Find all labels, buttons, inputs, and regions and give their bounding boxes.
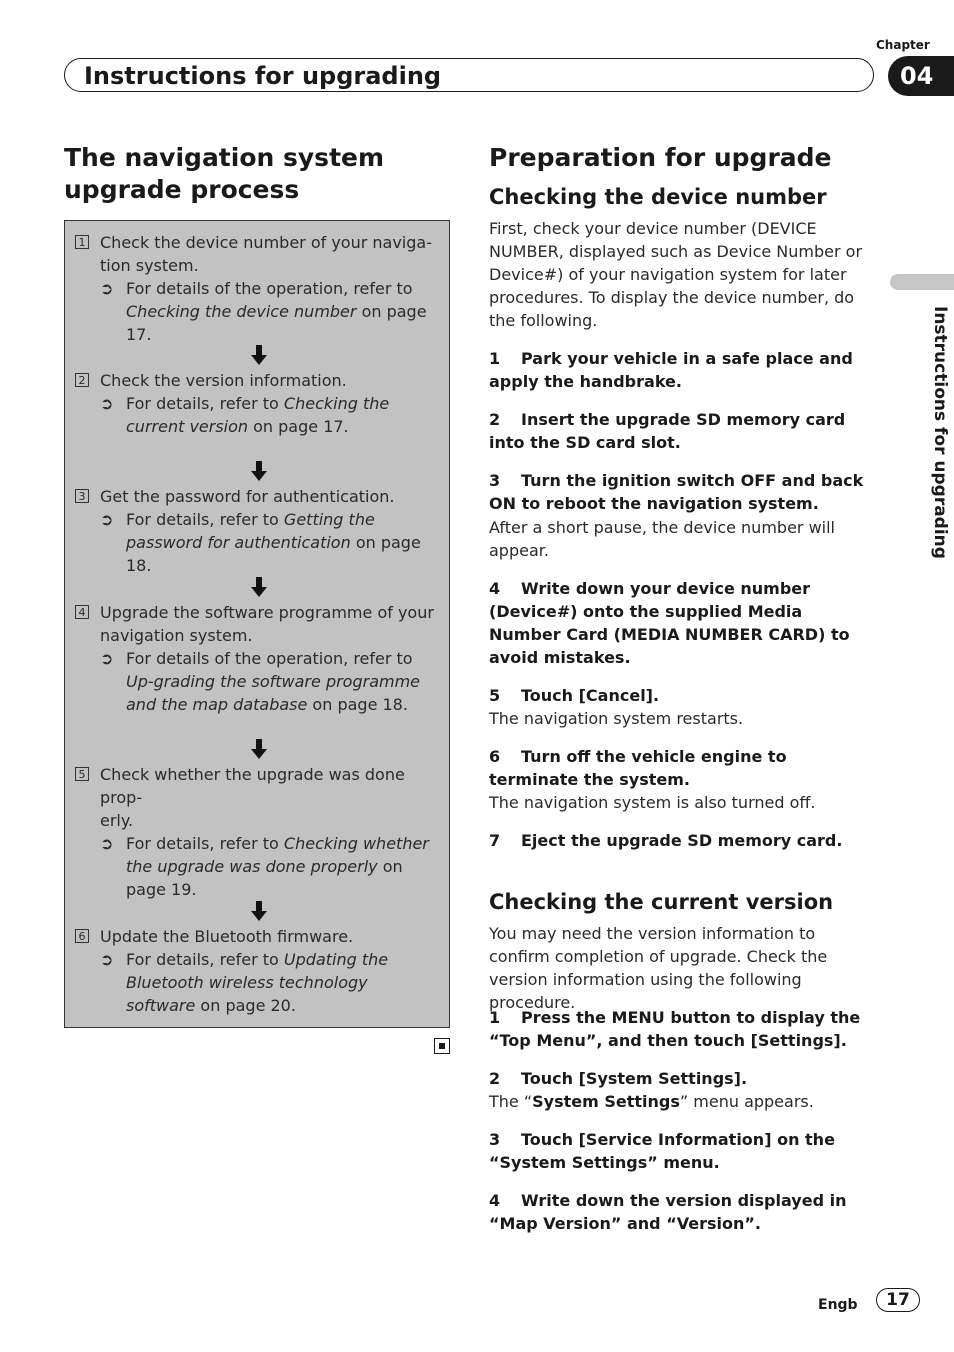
device-step-7: 7 Eject the upgrade SD memory card. [489,831,843,850]
chapter-number-badge: 04 [888,56,954,96]
down-arrow-icon [251,901,267,921]
device-step-1: 1 Park your vehicle in a safe place and apply the handbrake. [489,349,853,391]
step-text: Check the version information. [100,371,347,390]
subsection-title-device-number: Checking the device number [489,185,827,209]
flow-step-5 [65,763,451,901]
version-step-4: 4 Write down the version displayed in “Map Version” and “Version”. [489,1191,847,1233]
reference-arrow-icon: ➲ [100,649,114,668]
flow-step-3 [65,485,451,577]
version-step-3: 3 Touch [Service Information] on the “System Settings” menu. [489,1130,835,1172]
device-step-5: 5 Touch [Cancel]. [489,686,660,705]
side-tab-marker [890,274,954,290]
header-title: Instructions for upgrading [84,62,442,90]
step-reference: ➲ For details, refer to Checking whether the upgrade was done properly on page 19. [100,834,429,899]
step-number: 5 [75,767,89,781]
version-step-1: 1 Press the MENU button to display the “Top Menu”, and then touch [Settings]. [489,1008,861,1050]
reference-arrow-icon: ➲ [100,834,114,853]
right-section-heading: Preparation for upgrade [489,143,832,172]
side-section-label: Instructions for upgrading [930,306,950,559]
left-section-heading: The navigation system upgrade process [64,143,385,204]
step-text: Upgrade the software programme of your navigation system. [100,603,434,645]
step-reference: ➲ For details, refer to Updating the Bluetooth wireless technology software on page 20. [100,950,389,1015]
device-number-intro: First, check your device number (DEVICE NUMBER, displayed such as Device Number or Device#) of your navigation system for later procedures. To display the device number, do the following. [489,219,863,330]
step-number: 2 [75,373,89,387]
step-number: 6 [75,929,89,943]
device-step-2: 2 Insert the upgrade SD memory card into the SD card slot. [489,410,846,452]
step-reference: ➲ For details, refer to Getting the password for authentication on page 18. [100,510,421,575]
reference-arrow-icon: ➲ [100,394,114,413]
current-version-intro: You may need the version information to confirm completion of upgrade. Check the version information using the following procedure. [489,924,828,1012]
flow-step-4 [65,601,451,716]
down-arrow-icon [251,577,267,597]
version-step-2: 2 Touch [System Settings]. [489,1069,748,1088]
flow-step-2 [65,369,451,438]
step-text: Update the Bluetooth firmware. [100,927,354,946]
reference-arrow-icon: ➲ [100,279,114,298]
chapter-label: Chapter [876,38,930,52]
step-reference: ➲ For details of the operation, refer to Up-grading the software programme and the map database on page 18. [100,649,421,714]
step-number: 4 [75,605,89,619]
down-arrow-icon [251,345,267,365]
step-reference: ➲ For details, refer to Checking the current version on page 17. [100,394,390,436]
step-text: Get the password for authentication. [100,487,395,506]
device-step-3: 3 Turn the ignition switch OFF and back ON to reboot the navigation system. [489,471,864,513]
device-step-6-note: The navigation system is also turned off. [489,793,816,812]
step-number: 1 [75,235,89,249]
page-number: 17 [876,1288,920,1312]
device-step-6: 6 Turn off the vehicle engine to terminate the system. [489,747,787,789]
step-text: Check whether the upgrade was done prop- erly. [100,765,405,830]
step-number: 3 [75,489,89,503]
step-reference: ➲ For details of the operation, refer to Checking the device number on page 17. [100,279,427,344]
subsection-title-current-version: Checking the current version [489,890,834,914]
device-step-4: 4 Write down your device number (Device#) onto the supplied Media Number Card (MEDIA NUMBER CARD) to avoid mistakes. [489,579,850,667]
down-arrow-icon [251,461,267,481]
footer-language: Engb [818,1297,858,1313]
reference-arrow-icon: ➲ [100,510,114,529]
version-step-2-note: The “System Settings” menu appears. [489,1092,814,1111]
step-text: Check the device number of your naviga- tion system. [100,233,432,275]
device-step-3-note: After a short pause, the device number will appear. [489,518,835,560]
flow-step-1 [65,231,451,346]
process-flow-box [64,220,450,1028]
device-step-5-note: The navigation system restarts. [489,709,744,728]
reference-arrow-icon: ➲ [100,950,114,969]
down-arrow-icon [251,739,267,759]
flow-step-6 [65,925,451,1017]
section-end-icon [434,1038,450,1054]
